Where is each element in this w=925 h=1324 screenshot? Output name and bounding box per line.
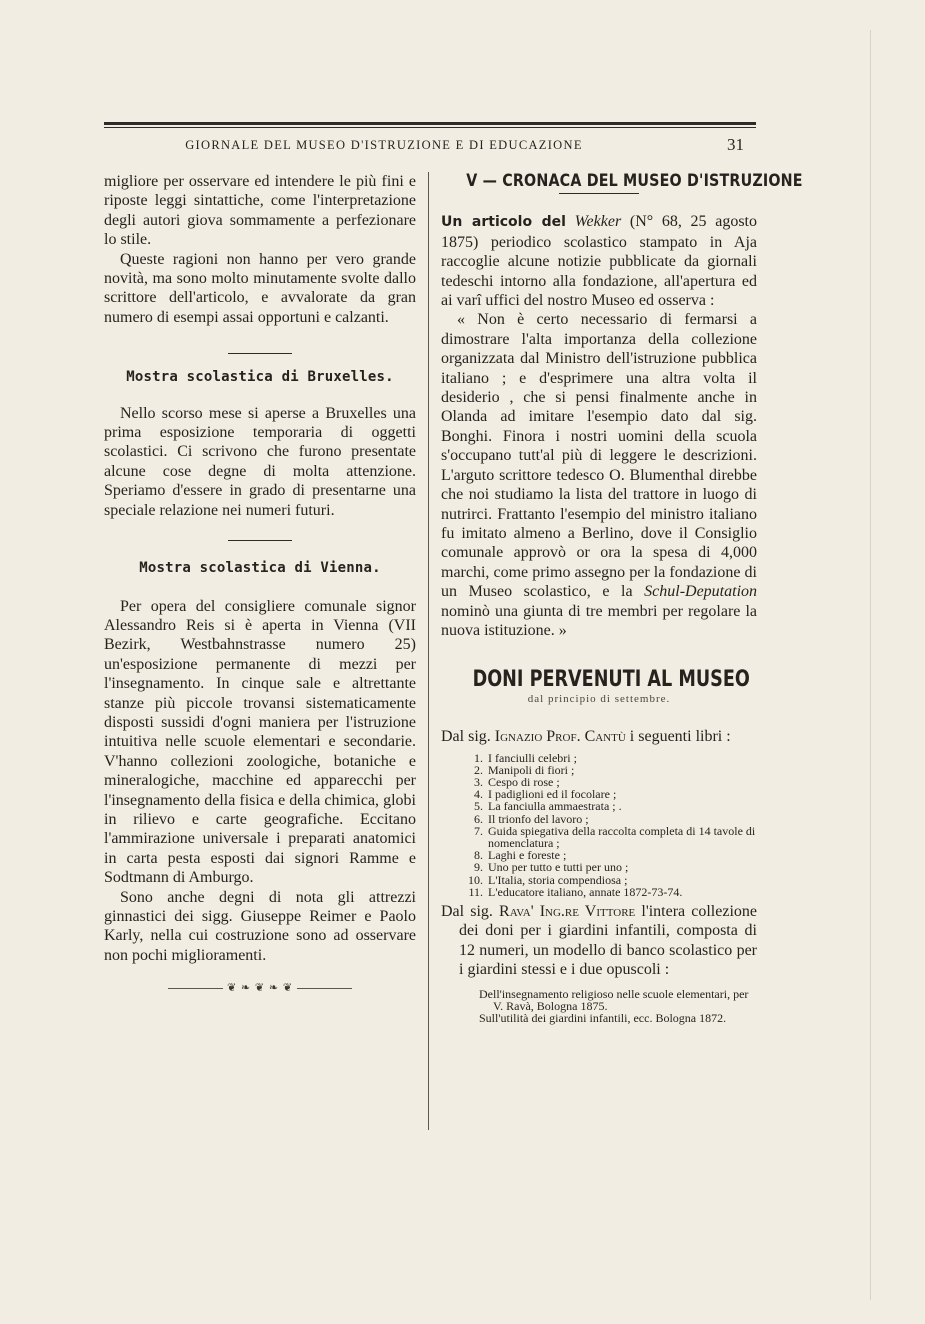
book-title: Guida spiegativa della raccolta completa di 14 tavole di nomenclatura ; — [488, 823, 756, 850]
paragraph-bruxelles: Nello scorso mese si aperse a Bruxelles una prima esposizione temporaria di oggetti scolastici. Ci scrivono che furono presentate alcune cose degne di molta attenzione. Speriamo d'essere in grado di presentarne una speciale relazione nei numeri futuri. — [104, 404, 416, 519]
paragraph: Queste ragioni non hanno per vero grande novità, ma sono molto minutamente svolte dallo scrittore dell'articolo, e avvalorate da gran numero di esempi assai opportuni e calzanti. — [104, 250, 416, 326]
paragraph-continued: migliore per osservare ed intendere le più fini e riposte leggi sintattiche, come l'interpretazione degli autori giova sommamente a perfezionare lo stile. — [104, 173, 416, 249]
quoted-paragraph — [441, 310, 757, 640]
book-title: Il trionfo del lavoro ; — [488, 811, 589, 826]
section-heading-bruxelles: Mostra scolastica di Bruxelles. — [126, 369, 394, 386]
book-number: 2. — [474, 762, 483, 777]
column-divider — [428, 172, 429, 1130]
book-number: 6. — [474, 811, 483, 826]
header-rule — [104, 122, 756, 125]
page-number: 31 — [727, 135, 744, 154]
doni-subtitle: dal principio di settembre. — [527, 692, 671, 705]
journal-title: Wekker — [574, 213, 622, 231]
quote-end-text: nominò una giunta di tre membri per regolare la nuova istituzione. » — [441, 602, 757, 639]
book-number: 7. — [474, 823, 483, 838]
book-list-item — [461, 886, 757, 898]
donor-name: Ignazio Prof. Cantù — [494, 728, 626, 746]
donor-prefix: Dal sig. — [441, 728, 491, 746]
bold-lead-text: Un articolo del — [441, 214, 566, 231]
book-number: 10. — [468, 872, 483, 887]
pamphlet-item: Sull'utilità dei giardini infantili, ecc. Bologna 1872. — [479, 1011, 727, 1026]
page-edge-line — [870, 30, 871, 1300]
book-number: 4. — [474, 787, 483, 802]
book-number: 8. — [474, 848, 483, 863]
paragraph-vienna-2: Sono anche degni di nota gli attrezzi ginnastici dei sigg. Giuseppe Reimer e Paolo Karly, nella cui costruzione sono ad osservare non pochi miglioramenti. — [104, 888, 416, 964]
book-title: I fanciulli celebri ; — [488, 750, 577, 765]
header-rule-thin — [104, 127, 756, 128]
book-list-item — [461, 861, 757, 873]
book-title: La fanciulla ammaestrata ; . — [488, 799, 622, 814]
book-title: Uno per tutto e tutti per uno ; — [488, 860, 629, 875]
cronaca-intro-text: (N° 68, 25 agosto 1875) periodico scolastico stampato in Aja raccoglie alcune notizie pubblicate da giornali tedeschi intorno alla fondazione, all'apertura ed ai varî uffici del nostro Museo ed osserva : — [441, 213, 758, 310]
donor-entry — [441, 902, 757, 980]
book-list — [441, 752, 757, 898]
book-number: 9. — [474, 860, 483, 875]
book-title: Laghi e foreste ; — [488, 848, 567, 863]
book-title: Cespo di rose ; — [488, 774, 560, 789]
paragraph-vienna: Per opera del consigliere comunale signor Alessandro Reis si è aperta in Vienna (VII Bezirk, Westbahnstrasse numero 25) un'esposizione permanente di mezzi per l'insegnamento. In cinque sale e altrettante stanze più piccole trovansi sistematicamente disposti sussidi d'ogni maniera per l'istruzione intuitiva nelle scuole elementari e secondarie. V'hanno collezioni zoologiche, botaniche e mineralogiche, macchine ed apparecchi per l'insegnamento della fisica e della chimica, globi in rilievo e carte geografiche. Eccitano l'ammirazione universale i preparati anatomici in carta pesta esposti dai signori Ramme e Sodtmann di Amburgo. — [104, 597, 416, 887]
pamphlet-list — [441, 988, 757, 1025]
book-title: L'Italia, storia compendiosa ; — [488, 872, 628, 887]
donor-text: i seguenti libri : — [629, 728, 731, 746]
book-number: 5. — [474, 799, 483, 814]
book-list-item — [461, 800, 757, 812]
end-ornament: ❦ ❧ ❦ ❧ ❦ — [104, 979, 416, 998]
book-list-item — [461, 874, 757, 886]
quote-text: « Non è certo necessario di fermarsi a dimostrare l'alta importanza della collezione organizzata dal Ministro dell'istruzione pubblica italiano ; e d'esprimere una altra volta il desiderio , che si pensi finalmente anche in Olanda ad imitare l'esempio dato dal sig. Bonghi. Finora i nostri uomini della scuola s'occupano tutt'al più di leggere le descrizioni. L'arguto scrittore tedesco O. Blumenthal direbbe che noi studiamo la lista del trattore in luogo di nutrirci. Frattanto l'esempio del ministro italiano fu imitato almeno a Berlino, dove il Consiglio comunale approvò or ora la spesa di 4,000 marchi, come primo assegno per la fondazione di un Museo scolastico, e la — [441, 311, 757, 601]
book-number: 1. — [474, 750, 483, 765]
section-heading-vienna: Mostra scolastica di Vienna. — [139, 560, 381, 577]
paragraph-cronaca — [441, 212, 757, 310]
pamphlet-item: Dell'insegnamento religioso nelle scuole elementari, per V. Ravà, Bologna 1875. — [479, 986, 749, 1014]
donor-text: l'intera collezione dei doni per i giardini infantili, composta di 12 numeri, un modello di banco scolastico per i giardini stessi e i due opuscoli : — [459, 903, 758, 979]
donor-entry — [441, 727, 757, 746]
right-column — [441, 171, 803, 1026]
book-list-item — [461, 752, 757, 764]
donor-name: Rava' Ing.re Vittore — [499, 903, 636, 920]
book-number: 3. — [474, 774, 483, 789]
running-header: GIORNALE DEL MUSEO D'ISTRUZIONE E DI EDUCAZIONE — [185, 138, 583, 152]
left-column — [104, 172, 416, 999]
book-list-item — [461, 825, 757, 849]
donor-prefix: Dal sig. — [441, 903, 493, 920]
book-list-item — [461, 813, 757, 825]
section-heading-doni: DONI PERVENUTI AL MUSEO — [472, 667, 750, 693]
book-title: I padiglioni ed il focolare ; — [488, 787, 617, 802]
book-title: L'educatore italiano, annate 1872-73-74. — [488, 884, 683, 899]
book-title: Manipoli di fiori ; — [488, 762, 575, 777]
section-heading-cronaca: V — CRONACA DEL MUSEO D'ISTRUZIONE — [466, 171, 803, 191]
book-number: 11. — [468, 884, 483, 899]
schul-deputation-term: Schul-Deputation — [644, 583, 758, 601]
